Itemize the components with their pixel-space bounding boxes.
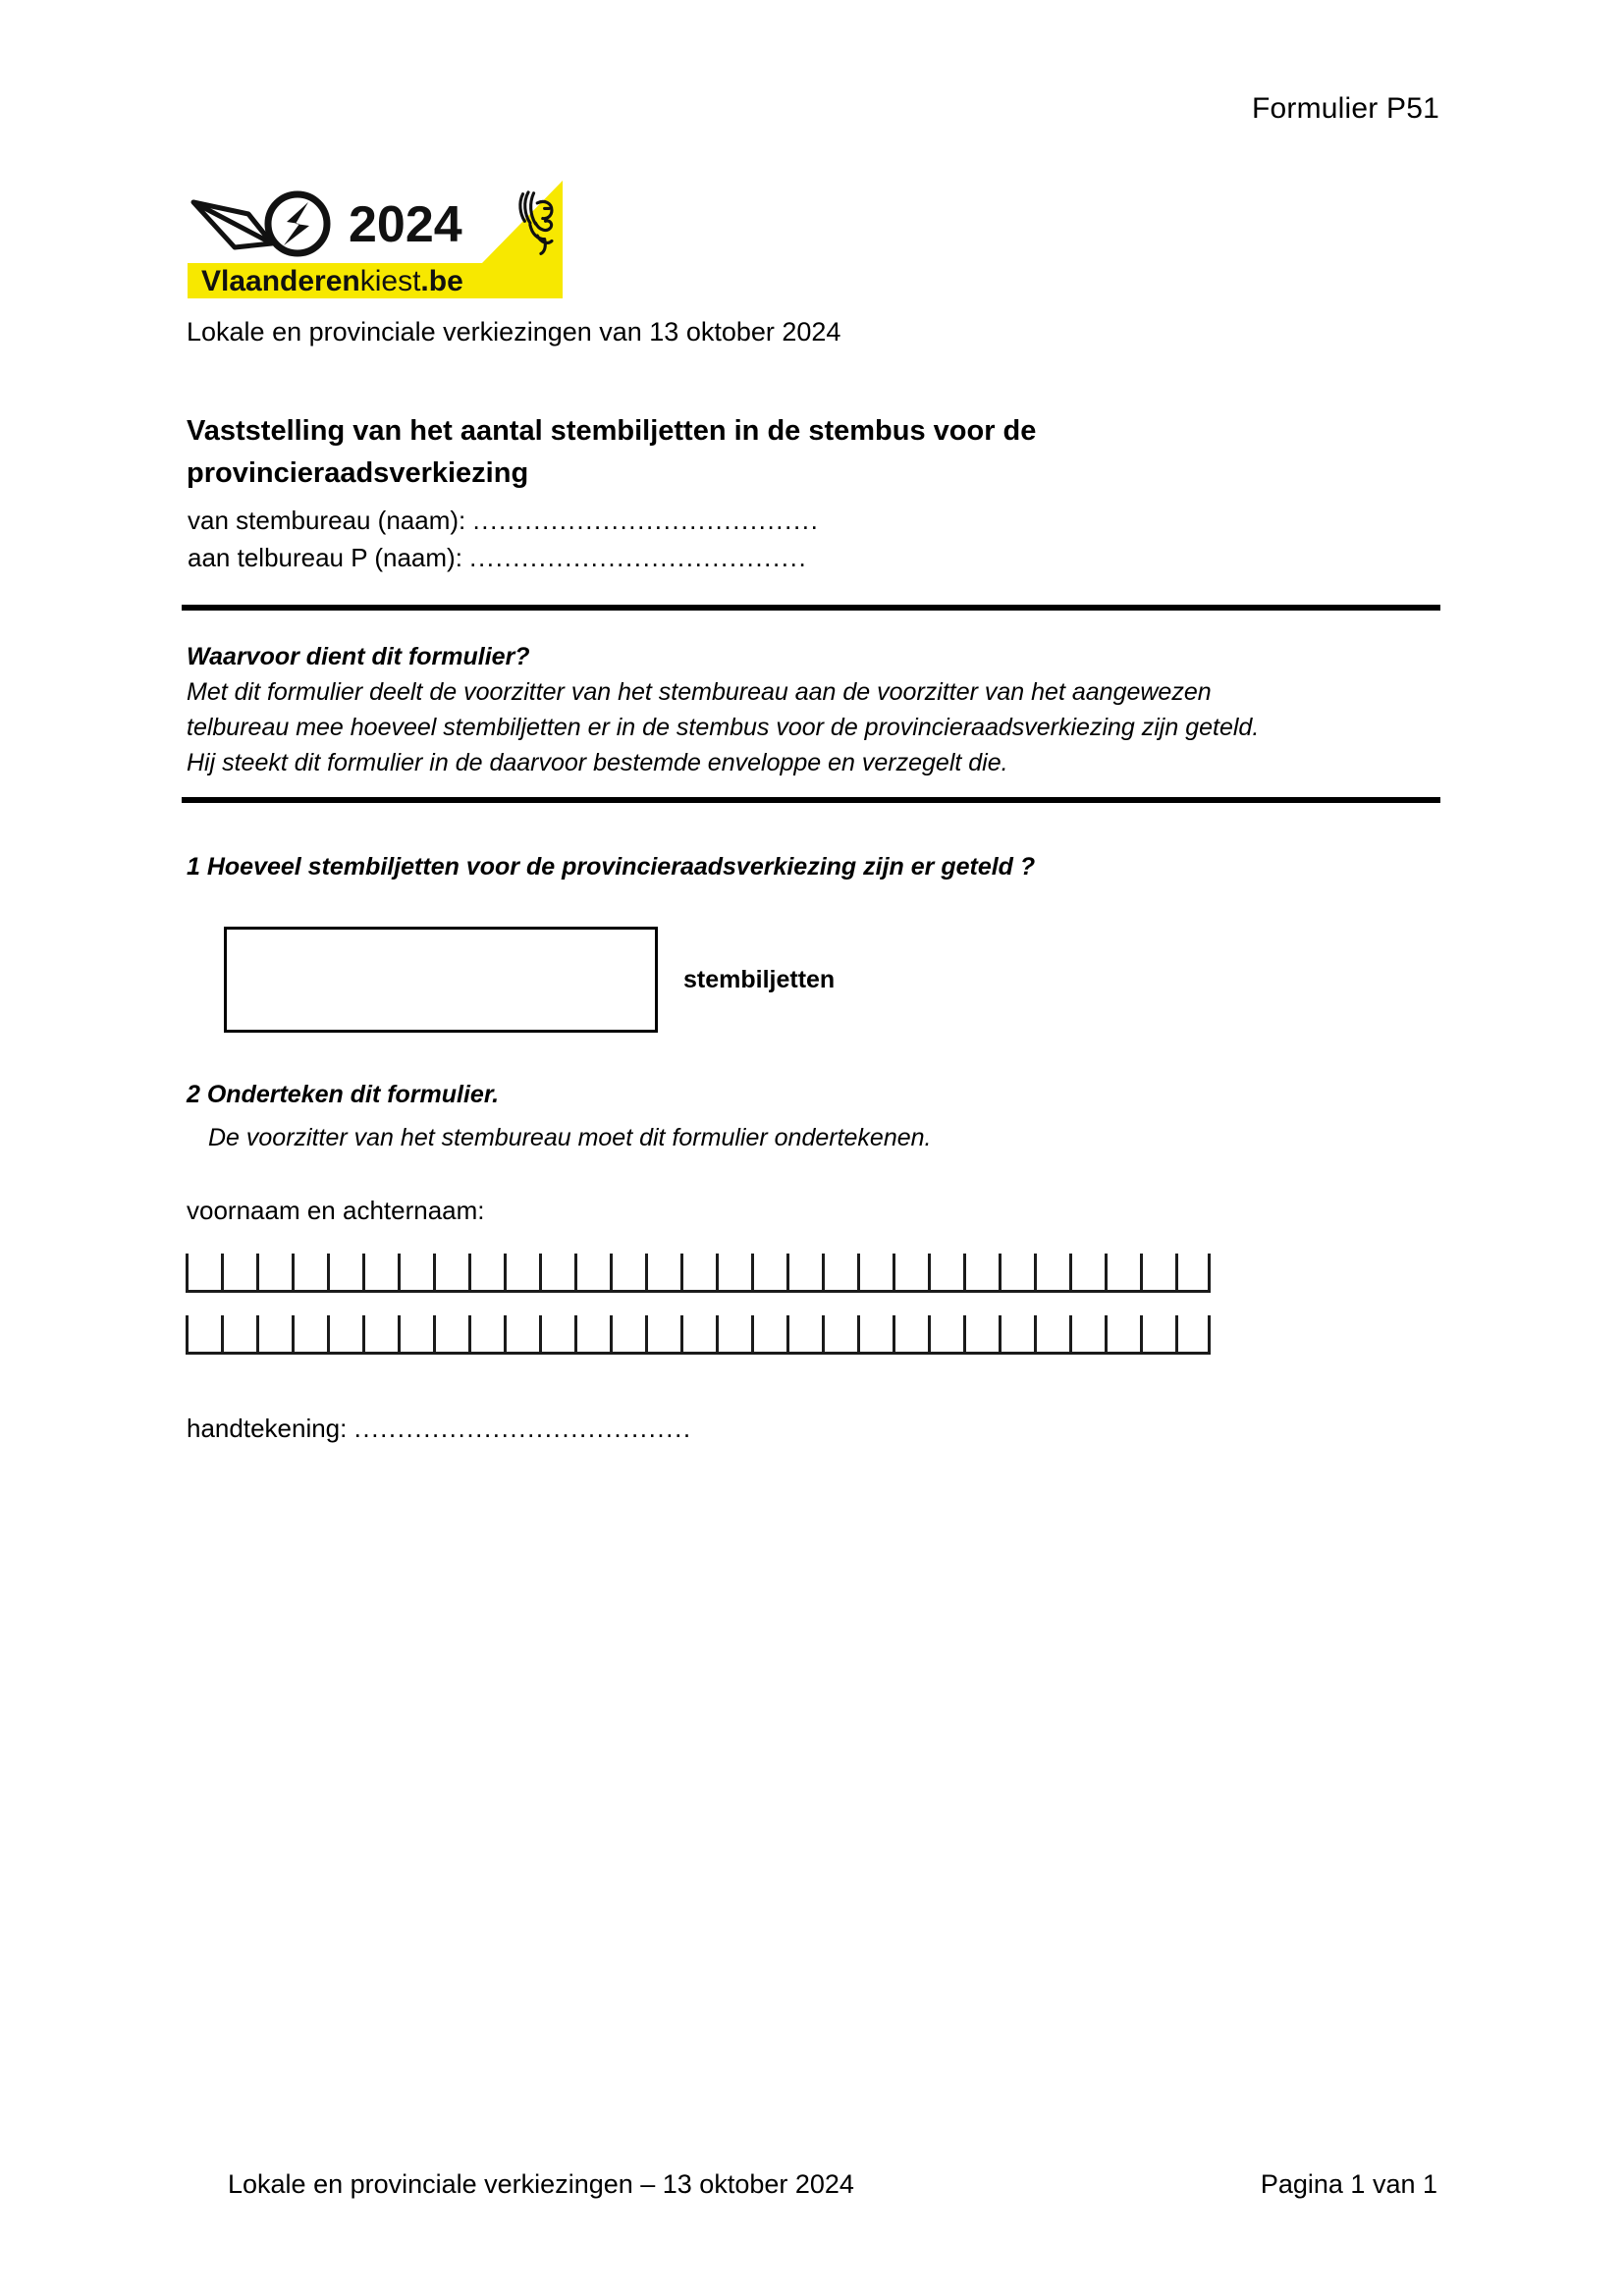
from-bureau-field[interactable]: ........................................	[472, 506, 820, 535]
question-1-answer-row	[224, 927, 835, 1033]
from-bureau-label: van stembureau (naam):	[188, 506, 466, 535]
vlaanderenkiest-logo	[188, 173, 563, 298]
comb-cell[interactable]	[1105, 1315, 1140, 1355]
to-bureau-line	[188, 539, 819, 576]
vote-badge-icon	[268, 194, 327, 253]
logo-wordmark-tld: .be	[420, 265, 463, 297]
section-divider-bottom	[182, 797, 1440, 803]
to-bureau-label: aan telbureau P (naam):	[188, 543, 462, 572]
from-bureau-line	[188, 502, 819, 539]
logo-artwork	[188, 173, 563, 298]
pen-check-icon	[193, 202, 272, 247]
purpose-line-2: telbureau mee hoeveel stembiljetten er in de stembus voor de provincieraadsverkiezing zijn geteld.	[187, 714, 1260, 741]
comb-cell[interactable]	[398, 1315, 433, 1355]
comb-cell[interactable]	[680, 1315, 716, 1355]
comb-cell[interactable]	[786, 1315, 822, 1355]
comb-cell[interactable]	[716, 1315, 751, 1355]
comb-cell[interactable]	[857, 1315, 893, 1355]
comb-cell[interactable]	[680, 1254, 716, 1293]
comb-cell[interactable]	[327, 1254, 362, 1293]
comb-cell[interactable]	[362, 1315, 398, 1355]
comb-cell[interactable]	[433, 1254, 468, 1293]
signature-label: handtekening:	[187, 1414, 348, 1443]
comb-cell[interactable]	[574, 1315, 610, 1355]
comb-cell[interactable]	[1175, 1315, 1211, 1355]
comb-cell[interactable]	[468, 1254, 504, 1293]
logo-wordmark-light: kiest	[359, 265, 421, 297]
purpose-section	[187, 639, 1434, 780]
to-bureau-field[interactable]: .......................................	[469, 543, 808, 572]
logo-wordmark	[201, 265, 463, 297]
comb-cell[interactable]	[928, 1315, 963, 1355]
footer-election-label: Lokale en provinciale verkiezingen – 13 oktober 2024	[228, 2169, 854, 2199]
page-title: Vaststelling van het aantal stembiljetten in de stembus voor de provincieraadsverkiezing	[187, 415, 1037, 490]
comb-cell[interactable]	[963, 1254, 999, 1293]
comb-cell[interactable]	[433, 1315, 468, 1355]
comb-cell[interactable]	[893, 1254, 928, 1293]
bureau-meta	[188, 502, 819, 576]
ballot-count-input[interactable]	[224, 927, 658, 1033]
comb-cell[interactable]	[186, 1315, 221, 1355]
comb-cell[interactable]	[256, 1315, 292, 1355]
question-2-subtext: De voorzitter van het stembureau moet dit formulier ondertekenen.	[208, 1124, 932, 1151]
comb-cell[interactable]	[786, 1254, 822, 1293]
comb-cell[interactable]	[751, 1254, 786, 1293]
comb-cell[interactable]	[574, 1254, 610, 1293]
comb-cell[interactable]	[751, 1315, 786, 1355]
purpose-line-1: Met dit formulier deelt de voorzitter van het stembureau aan de voorzitter van het aangewezen	[187, 678, 1212, 706]
comb-cell[interactable]	[1140, 1315, 1175, 1355]
logo-wordmark-bold: Vlaanderen	[201, 265, 360, 297]
comb-cell[interactable]	[645, 1315, 680, 1355]
comb-cell[interactable]	[822, 1254, 857, 1293]
section-divider-top	[182, 605, 1440, 611]
comb-cell[interactable]	[504, 1254, 539, 1293]
comb-cell[interactable]	[539, 1315, 574, 1355]
form-identifier: Formulier P51	[1252, 92, 1439, 125]
comb-cell[interactable]	[999, 1315, 1034, 1355]
comb-cell[interactable]	[1069, 1254, 1105, 1293]
comb-cell[interactable]	[468, 1315, 504, 1355]
comb-cell[interactable]	[716, 1254, 751, 1293]
comb-cell[interactable]	[292, 1315, 327, 1355]
comb-cell[interactable]	[1034, 1315, 1069, 1355]
comb-cell[interactable]	[504, 1315, 539, 1355]
first-name-comb-field[interactable]	[186, 1254, 1211, 1293]
comb-cell[interactable]	[610, 1254, 645, 1293]
comb-cell[interactable]	[221, 1254, 256, 1293]
signature-field[interactable]: .......................................	[353, 1414, 692, 1443]
comb-cell[interactable]	[963, 1315, 999, 1355]
footer-page-number: Pagina 1 van 1	[1260, 2169, 1437, 2199]
ballot-count-unit-label: stembiljetten	[683, 965, 836, 993]
election-subtitle: Lokale en provinciale verkiezingen van 13 oktober 2024	[187, 317, 841, 347]
last-name-comb-field[interactable]	[186, 1315, 1211, 1355]
purpose-line-3: Hij steekt dit formulier in de daarvoor bestemde enveloppe en verzegelt die.	[187, 749, 1008, 776]
comb-cell[interactable]	[256, 1254, 292, 1293]
comb-cell[interactable]	[539, 1254, 574, 1293]
comb-cell[interactable]	[362, 1254, 398, 1293]
comb-cell[interactable]	[1034, 1254, 1069, 1293]
comb-cell[interactable]	[928, 1254, 963, 1293]
logo-year: 2024	[349, 196, 462, 253]
comb-cell[interactable]	[398, 1254, 433, 1293]
comb-cell[interactable]	[327, 1315, 362, 1355]
question-2-heading: 2 Onderteken dit formulier.	[187, 1081, 500, 1108]
comb-cell[interactable]	[610, 1315, 645, 1355]
comb-cell[interactable]	[893, 1315, 928, 1355]
comb-cell[interactable]	[221, 1315, 256, 1355]
comb-cell[interactable]	[1175, 1254, 1211, 1293]
comb-cell[interactable]	[1069, 1315, 1105, 1355]
purpose-heading: Waarvoor dient dit formulier?	[187, 643, 530, 670]
comb-cell[interactable]	[186, 1254, 221, 1293]
comb-cell[interactable]	[1105, 1254, 1140, 1293]
question-1-heading: 1 Hoeveel stembiljetten voor de provincieraadsverkiezing zijn er geteld ?	[187, 853, 1036, 881]
comb-cell[interactable]	[857, 1254, 893, 1293]
comb-cell[interactable]	[292, 1254, 327, 1293]
comb-cell[interactable]	[1140, 1254, 1175, 1293]
signature-line	[187, 1412, 692, 1445]
comb-cell[interactable]	[999, 1254, 1034, 1293]
name-field-label: voornaam en achternaam:	[187, 1196, 485, 1225]
comb-cell[interactable]	[645, 1254, 680, 1293]
comb-cell[interactable]	[822, 1315, 857, 1355]
